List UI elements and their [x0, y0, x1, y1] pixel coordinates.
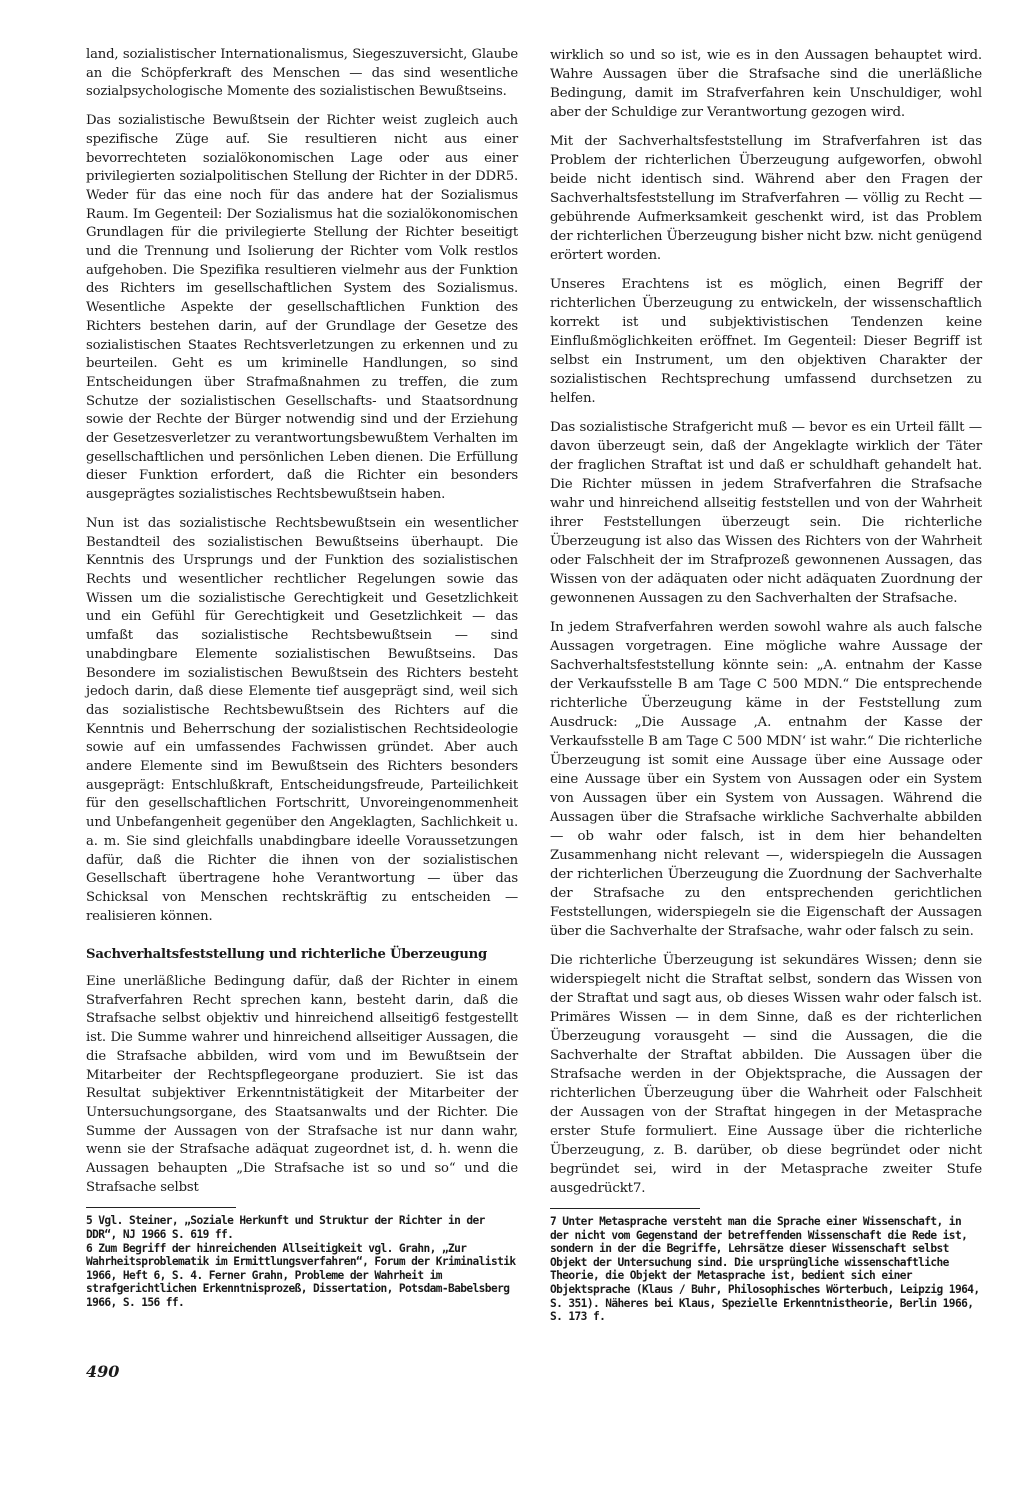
left-column: [86, 46, 518, 1310]
paragraph: land, sozialistischer Internationalismus, Siegeszuversicht, Glaube an die Schöpferkraft des Menschen — das sind wesentliche sozialpsychologische Momente des sozialistischen Bewußtseins.: [86, 47, 518, 100]
right-column: [550, 46, 982, 1324]
paragraph: Unseres Erachtens ist es möglich, einen Begriff der richterlichen Überzeugung zu entwickeln, der wissenschaftlich korrekt ist und subjektivistischen Tendenzen keine Einflußmöglichkeiten eröffnet. Im Gegenteil: Dieser Begriff ist selbst ein Instrument, um den objektiven Charakter der sozialistischen Rechtsprechung umfassend durchsetzen zu helfen.: [550, 277, 982, 406]
footnote: 6 Zum Begriff der hinreichenden Allseitigkeit vgl. Grahn, „Zur Wahrheitsproblematik im Ermittlungsverfahren“, Forum der Kriminalistik 1966, Heft 6, S. 4. Ferner Grahn, Probleme der Wahrheit im strafgerichtlichen Erkenntnisprozeß, Dissertation, Potsdam-Babelsberg 1966, S. 156 ff.: [86, 1241, 516, 1310]
footnote-divider: [86, 1207, 236, 1208]
paragraph: Die richterliche Überzeugung ist sekundäres Wissen; denn sie widerspiegelt nicht die Straftat selbst, sondern das Wissen von der Straftat und sagt aus, ob dieses Wissen wahr oder falsch ist. Primäres Wissen — in dem Sinne, daß es der richterlichen Überzeugung vorausgeht — sind die Aussagen, die die Sachverhalte der Straftat abbilden. Die Aussagen über die Strafsache werden in der Objektsprache, die Aussagen der richterlichen Überzeugung über die Wahrheit oder Falschheit der Aussagen von der Straftat hingegen in der Metasprache erster Stufe formuliert. Eine Aussage über die richterliche Überzeugung, z. B. darüber, ob diese begründet oder nicht begründet sei, wird in der Metasprache zweiter Stufe ausgedrückt7.: [550, 953, 982, 1196]
paragraph: wirklich so und so ist, wie es in den Aussagen behauptet wird. Wahre Aussagen über die Strafsache sind die unerläßliche Bedingung, damit im Strafverfahren kein Unschuldiger, wohl aber der Schuldige zur Verantwortung gezogen wird.: [550, 48, 982, 120]
footnote: 5 Vgl. Steiner, „Soziale Herkunft und Struktur der Richter in der DDR“, NJ 1966 S. 619 ff.: [86, 1214, 485, 1242]
paragraph: In jedem Strafverfahren werden sowohl wahre als auch falsche Aussagen vorgetragen. Eine mögliche wahre Aussage der Sachverhaltsfeststellung könnte sein: „A. entnahm der Kasse der Verkaufsstelle B am Tage C 500 MDN.“ Die entsprechende richterliche Überzeugung käme in der Feststellung zum Ausdruck: „Die Aussage ‚A. entnahm der Kasse der Verkaufsstelle B am Tage C 500 MDN‘ ist wahr.“ Die richterliche Überzeugung ist somit eine Aussage über eine Aussage oder eine Aussage über ein System von Aussagen oder ein System von Aussagen über ein System von Aussagen. Während die Aussagen über die Strafsache wirkliche Sachverhalte abbilden — ob wahr oder falsch, ist in dem hier behandelten Zusammenhang nicht relevant —, widerspiegeln die Aussagen der richterlichen Überzeugung die Zuordnung der Sachverhalte der Strafsache zu den entsprechenden gerichtlichen Feststellungen, widerspiegeln sie die Eigenschaft der Aussagen über die Sachverhalte der Strafsache, wahr oder falsch zu sein.: [550, 620, 982, 939]
paragraph: Eine unerläßliche Bedingung dafür, daß der Richter in einem Strafverfahren Recht sprechen kann, besteht darin, daß die Strafsache selbst objektiv und hinreichend allseitig6 festgestellt ist. Die Summe wahrer und hinreichend allseitiger Aussagen, die die Strafsache abbilden, wird vom und im Bewußtsein der Mitarbeiter der Rechtspflegeorgane produziert. Sie ist das Resultat subjektiver Erkenntnistätigkeit der Mitarbeiter der Untersuchungsorgane, des Staatsanwalts und der Richter. Die Summe der Aussagen von der Strafsache ist nur dann wahr, wenn sie der Strafsache adäquat zugeordnet ist, d. h. wenn die Aussagen behaupten „Die Strafsache ist so und so“ und die Strafsache selbst: [86, 974, 518, 1195]
section-heading: Sachverhaltsfeststellung und richterliche Überzeugung: [86, 947, 487, 963]
footnote-divider: [550, 1208, 700, 1209]
footnotes: [86, 1214, 518, 1309]
paragraph: Das sozialistische Strafgericht muß — bevor es ein Urteil fällt — davon überzeugt sein, daß der Angeklagte wirklich der Täter der fraglichen Straftat ist und daß er schuldhaft gehandelt hat. Die Richter müssen in jedem Strafverfahren die Strafsache wahr und hinreichend allseitig feststellen und von der Wahrheit ihrer Feststellungen überzeugt sein. Die richterliche Überzeugung ist also das Wissen des Richters von der Wahrheit oder Falschheit der im Strafprozeß gewonnenen Aussagen, das Wissen von der adäquaten oder nicht adäquaten Zuordnung der gewonnenen Aussagen zu den Sachverhalten der Strafsache.: [550, 420, 982, 606]
footnote: 7 Unter Metasprache versteht man die Sprache einer Wissenschaft, in der nicht vom Gegenstand der betreffenden Wissenschaft die Rede ist, sondern in der die Begriffe, Lehrsätze dieser Wissenschaft selbst Objekt der Untersuchung sind. Die ursprüngliche wissenschaftliche Theorie, die Objekt der Metasprache ist, bedient sich einer Objektsprache (Klaus / Buhr, Philosophisches Wörterbuch, Leipzig 1964, S. 351). Näheres bei Klaus, Spezielle Erkenntnistheorie, Berlin 1966, S. 173 f.: [550, 1215, 980, 1324]
paragraph: Nun ist das sozialistische Rechtsbewußtsein ein wesentlicher Bestandteil des sozialistischen Bewußtseins überhaupt. Die Kenntnis des Ursprungs und der Funktion des sozialistischen Rechts und wesentlicher rechtlicher Regelungen sowie das Wissen um die sozialistische Gerechtigkeit und Gesetzlichkeit und ein Gefühl für Gerechtigkeit und Gesetzlichkeit — das umfaßt das sozialistische Rechtsbewußtsein — sind unabdingbare Elemente sozialistischen Bewußtseins. Das Besondere im sozialistischen Bewußtsein des Richters besteht jedoch darin, daß diese Elemente tief ausgeprägt sind, weil sich das sozialistische Rechtsbewußtsein des Richters auf die Kenntnis und Beherrschung der sozialistischen Rechtsideologie sowie auf ein umfassendes Fachwissen gründet. Aber auch andere Elemente sind im Bewußtsein des Richters besonders ausgeprägt: Entschlußkraft, Entscheidungsfreude, Parteilichkeit für den gesellschaftlichen Fortschritt, Unvoreingenommenheit und Unbefangenheit gegenüber den Angeklagten, Sachlichkeit u. a. m. Sie sind gleichfalls unabdingbare ideelle Voraussetzungen dafür, daß die Richter die ihnen von der sozialistischen Gesellschaft übertragene hohe Verantwortung — über das Schicksal von Menschen rechtskräftig zu entscheiden — realisieren können.: [86, 515, 518, 924]
page-number: 490: [86, 1362, 120, 1381]
paragraph: Mit der Sachverhaltsfeststellung im Strafverfahren ist das Problem der richterlichen Überzeugung aufgeworfen, obwohl beide nicht identisch sind. Während aber den Fragen der Sachverhaltsfeststellung im Strafverfahren — völlig zu Recht — gebührende Aufmerksamkeit geschenkt wird, ist das Problem der richterlichen Überzeugung bisher nicht bzw. nicht genügend erörtert worden.: [550, 134, 983, 263]
footnotes: [550, 1215, 982, 1324]
paragraph: Das sozialistische Bewußtsein der Richter weist zugleich auch spezifische Züge auf. Sie resultieren nicht aus einer bevorrechteten sozialökonomischen Lage oder aus einer privilegierten sozialpolitischen Stellung der Richter in der DDR5. Weder für das eine noch für das andere hat der Sozialismus Raum. Im Gegenteil: Der Sozialismus hat die sozialökonomischen Grundlagen für die privilegierte Stellung der Richter beseitigt und die Trennung und Isolierung der Richter vom Volk restlos aufgehoben. Die Spezifika resultieren vielmehr aus der Funktion des Richters im gesellschaftlichen System des Sozialismus. Wesentliche Aspekte der gesellschaftlichen Funktion des Richters bestehen darin, auf der Grundlage der Gesetze des sozialistischen Staates Rechtsverletzungen zu erkennen und zu beurteilen. Geht es um kriminelle Handlungen, so sind Entscheidungen über Strafmaßnahmen zu treffen, die zum Schutze der sozialistischen Gesellschafts- und Staatsordnung sowie der Rechte der Bürger notwendig sind und der Erziehung der Gesetzesverletzer zu verantwortungsbewußtem Verhalten im gesellschaftlichen und persönlichen Leben dienen. Die Erfüllung dieser Funktion erfordert, daß die Richter ein besonders ausgeprägtes sozialistisches Rechtsbewußtsein haben.: [86, 113, 518, 503]
